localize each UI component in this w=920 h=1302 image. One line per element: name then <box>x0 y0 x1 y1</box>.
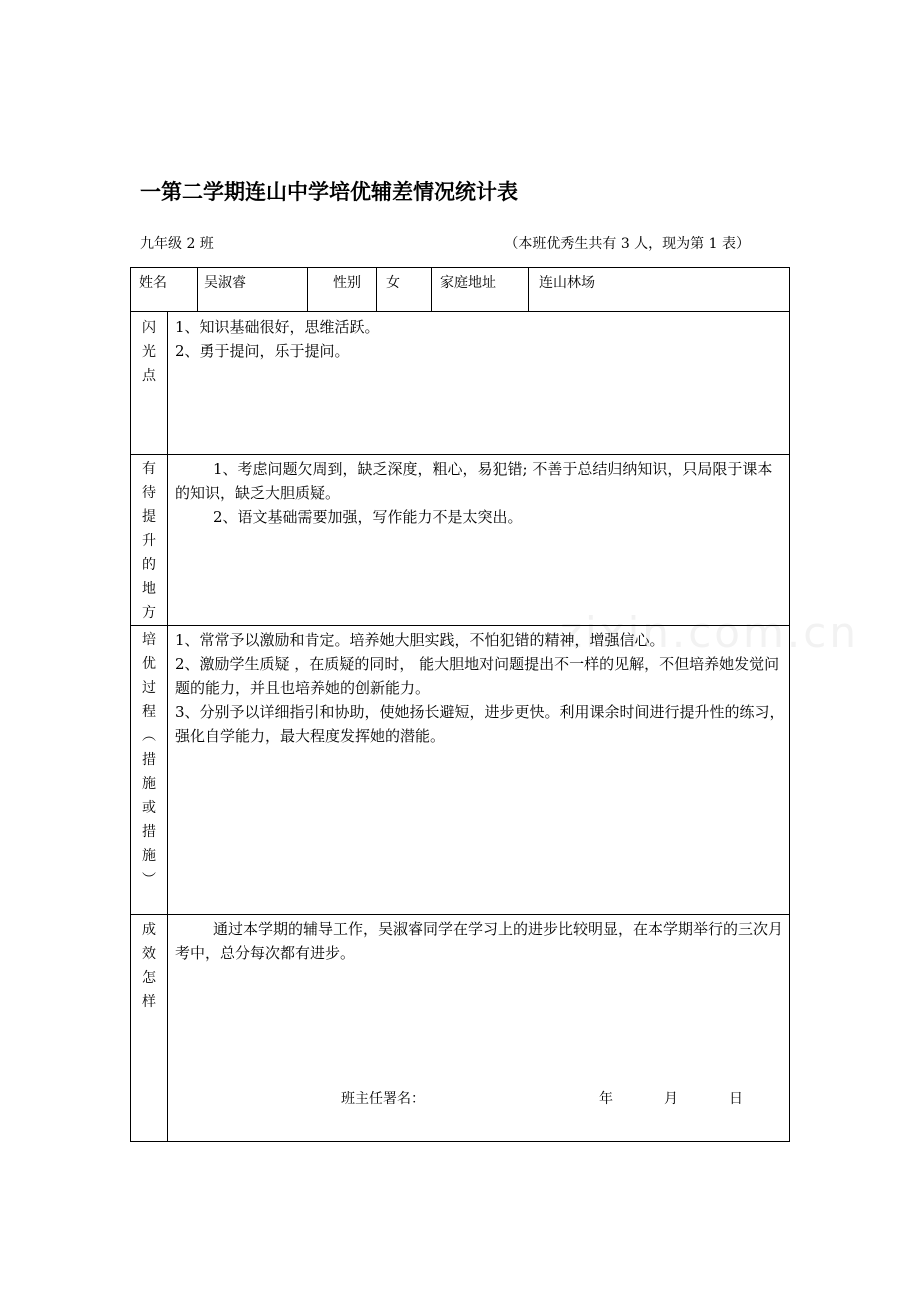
label-char: 点 <box>142 368 156 384</box>
page-title: 一第二学期连山中学培优辅差情况统计表 <box>140 180 518 204</box>
row-divider <box>131 454 789 455</box>
address-value: 连山林场 <box>539 275 595 291</box>
label-char: 成 <box>142 922 156 938</box>
gender-label: 性别 <box>333 275 361 291</box>
name-value: 吴淑睿 <box>204 275 246 291</box>
highlights-content <box>175 315 787 363</box>
improve-item: 1、考虑问题欠周到，缺乏深度，粗心，易犯错; 不善于总结归纳知识，只局限于课本的知识，缺乏大胆质疑。 <box>175 460 773 502</box>
label-char: 待 <box>142 485 156 501</box>
label-char: 闪 <box>142 320 156 336</box>
improve-label <box>131 457 167 625</box>
watermark: zixin.com.cn <box>560 608 859 657</box>
col-divider <box>376 268 377 311</box>
label-char: 措 <box>142 824 156 840</box>
outcome-content <box>175 917 787 965</box>
improve-content <box>175 457 787 529</box>
label-char: 效 <box>142 946 156 962</box>
gender-value: 女 <box>386 275 400 291</box>
label-char: ︶ <box>142 872 156 888</box>
highlight-item: 2、勇于提问，乐于提问。 <box>175 342 350 360</box>
label-char: 的 <box>142 557 156 573</box>
label-char: 优 <box>142 656 156 672</box>
row-divider <box>131 914 789 915</box>
row-divider <box>131 625 789 626</box>
signature-year: 年 <box>599 1091 613 1107</box>
process-content <box>175 628 787 748</box>
process-label <box>131 628 167 892</box>
class-info-line <box>140 233 750 253</box>
outcome-label <box>131 918 167 1014</box>
label-char: 施 <box>142 776 156 792</box>
label-char: 程 <box>142 704 156 720</box>
row-divider <box>131 311 789 312</box>
class-note: （本班优秀生共有 3 人，现为第 1 表） <box>504 236 750 252</box>
label-char: ︵ <box>142 728 156 744</box>
label-col-divider <box>167 311 168 1142</box>
signature-month: 月 <box>664 1091 678 1107</box>
stats-table <box>130 267 790 1142</box>
process-item: 3、分别予以详细指引和协助，使她扬长避短，进步更快。利用课余时间进行提升性的练习，强化自学能力，最大程度发挥她的潜能。 <box>175 703 785 745</box>
col-divider <box>307 268 308 311</box>
outcome-text: 通过本学期的辅导工作，吴淑睿同学在学习上的进步比较明显，在本学期举行的三次月考中，总分每次都有进步。 <box>175 920 784 962</box>
process-item: 1、常常予以激励和肯定。培养她大胆实践，不怕犯错的精神，增强信心。 <box>175 631 665 649</box>
improve-item: 2、语文基础需要加强，写作能力不是太突出。 <box>213 508 523 526</box>
signature-day: 日 <box>729 1091 743 1107</box>
label-char: 措 <box>142 752 156 768</box>
label-char: 方 <box>142 605 156 621</box>
col-divider <box>528 268 529 311</box>
col-divider <box>197 268 198 311</box>
label-char: 升 <box>142 533 156 549</box>
label-char: 样 <box>142 994 156 1010</box>
label-char: 培 <box>142 632 156 648</box>
label-char: 施 <box>142 848 156 864</box>
col-divider <box>431 268 432 311</box>
highlight-item: 1、知识基础很好，思维活跃。 <box>175 318 380 336</box>
signature-label: 班主任署名： <box>341 1091 425 1107</box>
address-label: 家庭地址 <box>440 275 496 291</box>
label-char: 过 <box>142 680 156 696</box>
label-char: 光 <box>142 344 156 360</box>
label-char: 地 <box>142 581 156 597</box>
highlights-label <box>131 316 167 388</box>
process-item: 2、激励学生质疑 ，在质疑的同时， 能大胆地对问题提出不一样的见解，不但培养她发觉问题的能力，并且也培养她的创新能力。 <box>175 655 780 697</box>
label-char: 或 <box>142 800 156 816</box>
label-char: 怎 <box>142 970 156 986</box>
label-char: 有 <box>142 461 156 477</box>
class-name: 九年级 2 班 <box>140 236 214 252</box>
label-char: 提 <box>142 509 156 525</box>
name-label: 姓名 <box>139 275 167 291</box>
